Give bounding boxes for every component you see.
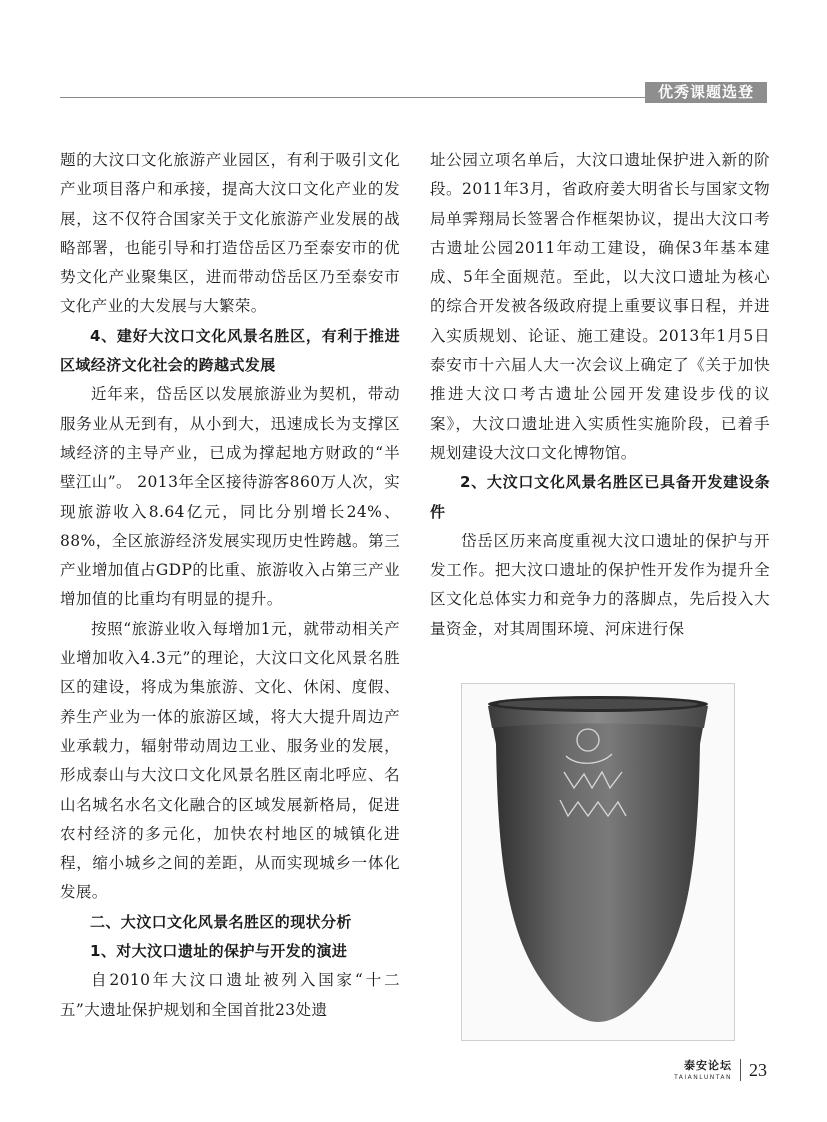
page-number: 23 <box>749 1059 767 1080</box>
left-column <box>60 146 400 1025</box>
right-column <box>430 146 770 644</box>
pottery-vessel-image <box>462 684 734 1040</box>
paragraph: 近年来，岱岳区以发展旅游业为契机，带动服务业从无到有，从小到大，迅速成长为支撑区域经济的主导产业，已成为撑起地方财政的“半壁江山”。 2013年全区接待游客860万人次，实现旅游收入8.64亿元，同比分别增长24%、88%，全区旅游经济发展实现历史性跨越。第三产业增加值占GDP的比重、旅游收入占第三产业增加值的比重均有明显的提升。 <box>60 385 400 609</box>
journal-name: 泰安论坛 <box>684 1058 732 1072</box>
subsection-heading: 1、对大汶口遗址的保护与开发的演进 <box>90 942 348 961</box>
paragraph: 按照“旅游业收入每增加1元，就带动相关产业增加收入4.3元”的理论，大汶口文化风景名胜区的建设，将成为集旅游、文化、休闲、度假、养生产业为一体的旅游区域，将大大提升周边产业承载力，辐射带动周边工业、服务业的发展，形成泰山与大汶口文化风景名胜区南北呼应、名山名城名水名文化融合的区域发展新格局，促进农村经济的多元化，加快农村地区的城镇化进程，缩小城乡之间的差距，从而实现城乡一体化发展。 <box>60 619 400 902</box>
subsection-heading: 2、大汶口文化风景名胜区已具备开发建设条件 <box>430 473 770 521</box>
journal-name-pinyin: TAIANLUNTAN <box>674 1073 732 1081</box>
paragraph: 题的大汶口文化旅游产业园区，有利于吸引文化产业项目落户和承接，提高大汶口文化产业的发展，这不仅符合国家关于文化旅游产业发展的战略部署，也能引导和打造岱岳区乃至泰安市的优势文化产业聚集区，进而带动岱岳区乃至泰安市文化产业的大发展与大繁荣。 <box>60 151 400 316</box>
journal-brand <box>674 1059 732 1082</box>
page-footer <box>674 1057 767 1083</box>
section-heading: 4、建好大汶口文化风景名胜区，有利于推进区域经济文化社会的跨越式发展 <box>60 326 400 375</box>
paragraph: 自2010年大汶口遗址被列入国家“十二五”大遗址保护规划和全国首批23处遗 <box>60 971 400 1019</box>
footer-divider <box>740 1059 741 1081</box>
paragraph: 址公园立项名单后，大汶口遗址保护进入新的阶段。2011年3月，省政府姜大明省长与国家文物局单霁翔局长签署合作框架协议，提出大汶口考古遗址公园2011年动工建设，确保3年基本建成、5年全面规范。至此，以大汶口遗址为核心的综合开发被各级政府提上重要议事日程，并进入实质规划、论证、施工建设。2013年1月5日泰安市十六届人大一次会议上确定了《关于加快推进大汶口考古遗址公园开发建设步伐的议案》，大汶口遗址进入实质性实施阶段，已着手规划建设大汶口文化博物馆。 <box>430 151 770 462</box>
paragraph: 岱岳区历来高度重视大汶口遗址的保护与开发工作。把大汶口遗址的保护性开发作为提升全区文化总体实力和竞争力的落脚点，先后投入大量资金，对其周围环境、河床进行保 <box>430 531 770 638</box>
section-heading: 二、大汶口文化风景名胜区的现状分析 <box>90 912 352 931</box>
section-tag: 优秀课题选登 <box>645 82 767 103</box>
artifact-photo <box>461 683 735 1041</box>
